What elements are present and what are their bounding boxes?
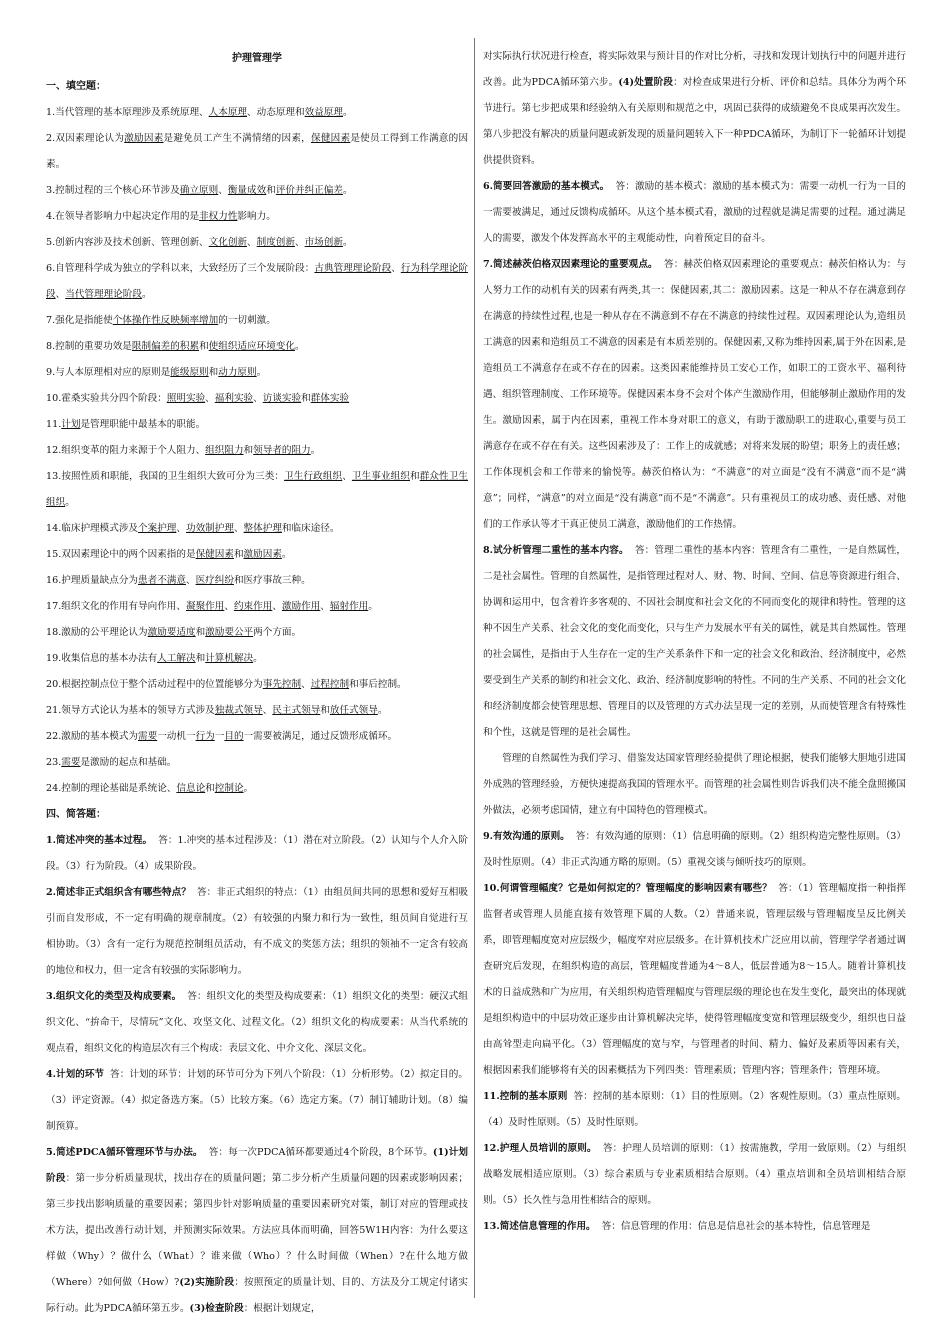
fill-answer: 卫生行政组织: [284, 471, 343, 482]
fill-answer: 过程控制: [310, 679, 350, 690]
qa-item: [46, 1062, 468, 1140]
section-short-answer-heading: 四、简答题：: [46, 809, 106, 820]
fill-text: 、: [262, 705, 273, 716]
fill-text: 。: [253, 653, 263, 664]
fill-text: 10.霍桑实验共分四个阶段：: [46, 393, 167, 404]
left-column: [46, 46, 468, 1322]
fill-answer: 效益原理: [304, 107, 343, 118]
column-divider: [474, 38, 475, 1298]
qa-item-8-paragraph: 管理的自然属性为我们学习、借鉴发达国家管理经验提供了理论根据，使我们能够大胆地引进国外成熟的管理经验，方便快速提高我国的管理水平。而管理的社会属性则告诉我们决不能全盘照搬国外做法，必须考虑国情，建立有中国特色的管理模式。: [483, 753, 906, 816]
doc-title: 护理管理学: [232, 53, 282, 64]
fill-answer: 信息论: [176, 783, 206, 794]
fill-answer: 人工解决: [157, 653, 196, 664]
fill-text: 23.: [46, 757, 62, 768]
fill-text: 和: [199, 341, 209, 352]
fill-answer: 人本原理: [208, 107, 248, 118]
qa-answer: 对实际执行状况进行检查，将实际效果与预计目的作对比分析，寻找和发现计划执行中的问题并进行改善。此为PDCA循环第六步。: [483, 51, 906, 88]
fill-text: 、: [185, 575, 196, 586]
qa-answer: 答：控制的基本原则：（1）目的性原则。（2）客观性原则。（3）重点性原则。（4）及时性原则。（5）及时性原则。: [483, 1091, 906, 1128]
qa-answer: 答：管理二重性的基本内容：管理含有二重性，一是自然属性，二是社会属性。管理的自然属性，是指管理过程对人、财、物、时间、空间、信息等资源进行组合、协调和运用中，包含着许多客观的、不因社会制度和社会文化的不同而变化的规律和特性。管理的这种不因生产关系、社会文化的变化而变化，只与生产力发展水平有关的属性，就是其自然属性。管理的社会属性，是指由于人生存在一定的生产关系条件下和一定的社会文化和政治、经济制度中，必然要受到生产关系的制约和社会文化、政治、经济制度影响的特性。不同的生产关系、不同的社会文化和经济制度都会使管理思想、管理目的以及管理的方式办法呈现一定的差别，从而使管理含有特殊性和个性，这就是管理的是社会属性。: [483, 545, 906, 738]
fill-in-list: [46, 100, 468, 802]
fill-answer: 激励要公平: [205, 627, 254, 638]
fill-answer: 医疗纠纷: [195, 575, 234, 586]
fill-text: 两个方面。: [253, 627, 302, 638]
fill-answer: 群众性卫生组织: [46, 471, 469, 508]
fill-text: 14.临床护理模式涉及: [46, 523, 139, 534]
fill-text: 、: [247, 237, 257, 248]
qa-question: 9.有效沟通的原则。: [483, 831, 570, 842]
fill-text: 是避免员工产生不满情绪的因素，: [163, 133, 311, 144]
fill-text: 。: [256, 367, 267, 378]
fill-text: 的一切刺激。: [218, 315, 276, 326]
fill-text: 。: [65, 497, 75, 508]
fill-text: 一: [214, 731, 225, 742]
fill-answer: 个体操作性反映频率增加: [112, 315, 219, 326]
fill-answer: 文化创新: [208, 237, 248, 248]
fill-text: 、: [218, 185, 228, 196]
fill-item: [46, 438, 468, 464]
qa-item: [483, 252, 906, 538]
fill-text: 和: [233, 549, 244, 560]
qa-question: 11.控制的基本原则: [483, 1091, 568, 1102]
qa-answer: ：按照预定的质量计划、目的、方法及分工规定付诸实际行动。此为PDCA循环第五步。: [46, 1277, 468, 1314]
qa-question: 13.简述信息管理的作用。: [483, 1221, 596, 1232]
fill-answer: 群体实验: [310, 393, 350, 404]
fill-text: 15.双因素理论中的两个因素指的是: [46, 549, 196, 560]
qa-answer: 答：有效沟通的原则：（1）信息明确的原则。（2）组织构造完整性原则。（3）及时性原则。（4）非正式沟通方略的原则。（5）重视交谈与倾听技巧的原则。: [483, 831, 907, 868]
pdca-stage-4: (4)处置阶段: [618, 77, 674, 88]
qa-question: 6.简要回答激励的基本模式。: [483, 181, 610, 192]
fill-answer: 事先控制: [262, 679, 302, 690]
pdca-stage-2: (2)实施阶段: [179, 1277, 235, 1288]
fill-text: 和: [243, 445, 254, 456]
fill-text: 24.控制的理论基础是系统论、: [46, 783, 177, 794]
fill-text: 、: [253, 393, 263, 404]
fill-item: [46, 542, 468, 568]
fill-text: 。: [141, 289, 152, 300]
fill-answer: 访谈实验: [262, 393, 302, 404]
qa-question: 10.何谓管理幅度？它是如何拟定的？管理幅度的影响因素有哪些？: [483, 883, 772, 894]
fill-text: 是管理职能中最基本的职能。: [80, 419, 206, 430]
qa-answer: 答：信息管理的作用：信息是信息社会的基本特性，信息管理是: [595, 1221, 871, 1232]
fill-item: [46, 464, 468, 516]
fill-text: 6.自管理科学成为独立的学科以来，大致经历了三个发展阶段：: [46, 263, 315, 274]
fill-text: 、: [272, 601, 282, 612]
fill-text: 。: [368, 601, 378, 612]
fill-text: 3.控制过程的三个核心环节涉及: [46, 185, 180, 196]
fill-text: 、: [301, 679, 311, 690]
qa-question: 3.组织文化的类型及构成要素。: [46, 991, 182, 1002]
fill-item: [46, 568, 468, 594]
fill-answer: 动力原则: [218, 367, 257, 378]
qa-question: 7.简述赫茨伯格双因素理论的重要观点。: [483, 259, 658, 270]
fill-text: 1.当代管理的基本原理涉及系统原理、: [46, 107, 209, 118]
qa-answer: 答：计划的环节：计划的环节可分为下列八个阶段：（1）分析形势。（2）拟定目的。（3）评定资源。（4）拟定备选方案。（5）比较方案。（6）选定方案。（7）制订辅助计划。（8）编制预算。: [46, 1069, 468, 1132]
fill-text: 、: [224, 601, 234, 612]
fill-answer: 激励要适度: [147, 627, 196, 638]
fill-text: 7.强化是指能使: [46, 315, 113, 326]
fill-answer: 古典管理理论阶段: [314, 263, 392, 274]
fill-text: 、: [342, 471, 352, 482]
fill-answer: 目的: [224, 731, 244, 742]
fill-text: 影响力。: [237, 211, 276, 222]
right-qa-list: [483, 174, 906, 746]
fill-answer: 个案护理: [138, 523, 177, 534]
fill-text: 和临床途径。: [281, 523, 340, 534]
fill-text: 2.双因素理论认为: [46, 133, 125, 144]
fill-answer: 行为科学理论阶段: [46, 263, 469, 300]
fill-item: [46, 308, 468, 334]
fill-item: [46, 776, 468, 802]
fill-answer: 激励作用: [281, 601, 321, 612]
fill-text: 、动态原理和: [247, 107, 305, 118]
fill-item: [46, 646, 468, 672]
fill-text: 。: [281, 549, 292, 560]
fill-answer: 评价并纠正偏差: [275, 185, 343, 196]
fill-answer: 计算机解决: [205, 653, 254, 664]
qa-question: 2.简述非正式组织含有哪些特点？: [46, 887, 191, 898]
fill-answer: 卫生事业组织: [351, 471, 410, 482]
fill-answer: 放任式领导: [329, 705, 378, 716]
fill-answer: 辐射作用: [329, 601, 369, 612]
fill-item: [46, 724, 468, 750]
fill-text: 。: [377, 705, 388, 716]
fill-answer: 制度创新: [256, 237, 295, 248]
qa-question: 8.试分析管理二重性的基本内容。: [483, 545, 629, 556]
fill-answer: 福利实验: [214, 393, 254, 404]
fill-text: 17.组织文化的作用有导向作用、: [46, 601, 186, 612]
qa-item-5: [46, 1140, 468, 1322]
fill-answer: 非权力性: [199, 211, 238, 222]
qa-question: 12.护理人员培训的原则。: [483, 1143, 597, 1154]
qa-question: 4.计划的环节: [46, 1069, 105, 1080]
fill-text: 和: [195, 653, 206, 664]
fill-text: 。: [342, 185, 353, 196]
fill-answer: 衡量成效: [227, 185, 267, 196]
fill-answer: 激励因素: [124, 133, 164, 144]
fill-text: 12.组织变革的阻力来源于个人阻力、: [46, 445, 206, 456]
fill-text: 。: [295, 341, 305, 352]
qa-item: [46, 984, 468, 1062]
qa-item: [46, 828, 468, 880]
fill-item: [46, 204, 468, 230]
fill-answer: 独裁式领导: [214, 705, 263, 716]
fill-item: [46, 620, 468, 646]
qa-answer: 答：护理人员培训的原则：（1）按需施教，学用一致原则。（2）与组织战略发展相适应原则。（3）综合素质与专业素质相结合原则。（4）重点培训和全员培训相结合原则。（5）长久性与急用性相结合的原则。: [483, 1143, 906, 1206]
fill-answer: 当代管理理论阶段: [65, 289, 142, 300]
qa-answer: 答：赫茨伯格双因素理论的重要观点：赫茨伯格认为：与人努力工作的动机有关的因素有两类,其一：保健因素,其二：激励因素。这是一种从不存在满意到存在满意的持续性过程,也是一种从存在不满意到不存在不满意的持续性过程。双因素理论认为,造组员工满意的因素和造组员工不满意的因素是有本质差别的。保健因素,又称为维持因素,属于外在因素,是造组员工不满意存在或不存在的因素。这类因素能维持员工安心工作，如职工的工资水平、福利待遇、组织管理制度、工作环境等。保健因素本身不会对个体产生激励作用，但能够制止激励作用的发生。激励因素，属于内在因素，重视工作本身对职工的意义，有助于激励职工的进取心,重要与员工满意存在或不存在有关。这些因素涉及了：工作上的成就感；对将来发展的盼望；职务上的责任感；工作体现机会和工作带来的愉悦等。赫茨伯格认为：“不满意”的对立面是“没有不满意”而不是“满意”；同样，“满意”的对立面是“没有满意”而不是“不满意”。只有重视员工的成功感、责任感、对他们的工作承认等才干真正使员工满意，激励他们的工作热情。: [483, 259, 907, 530]
fill-text: 、: [205, 393, 215, 404]
fill-text: 。: [342, 237, 353, 248]
qa-item: [483, 174, 906, 252]
qa-answer: 答：每一次PDCA循环都要通过4个阶段，8个环节。: [208, 1147, 433, 1158]
fill-item: [46, 594, 468, 620]
fill-text: 、: [320, 601, 330, 612]
fill-item: [46, 334, 468, 360]
fill-text: 和医疗事故三种。: [233, 575, 311, 586]
fill-text: 5.创新内容涉及技术创新、管理创新、: [46, 237, 209, 248]
fill-text: 8.控制的重要功效是: [46, 341, 132, 352]
qa-item: [483, 538, 906, 746]
fill-answer: 控制论: [214, 783, 244, 794]
fill-text: 、: [55, 289, 66, 300]
fill-text: 16.护理质量缺点分为: [46, 575, 139, 586]
left-qa-list: [46, 828, 468, 1140]
fill-text: 。: [310, 445, 321, 456]
qa-item-5-continued: [483, 44, 906, 174]
fill-answer: 需要: [138, 731, 158, 742]
right-column: [483, 44, 906, 1240]
fill-text: 和事后控制。: [349, 679, 407, 690]
fill-text: 18.激励的公平理论认为: [46, 627, 148, 638]
fill-text: 和: [266, 185, 276, 196]
fill-answer: 患者不满意: [138, 575, 186, 586]
qa-answer: 答：激励的基本模式：激励的基本模式为：需要一动机一行为一目的一需要被满足，通过反馈构成循环。从这个基本模式看，激励的过程就是满足需要的过程。通过满足人的需要，激发个体发挥高水平的主观能动性，向着预定目的奋斗。: [483, 181, 906, 244]
qa-answer-continued: ：根据计划规定，: [243, 1303, 321, 1314]
pdca-stage-3: (3)检查阶段: [189, 1303, 244, 1314]
section-fill-heading: 一、填空题：: [46, 81, 106, 92]
qa-answer: 答：组织文化的类型及构成要素：（1）组织文化的类型：硬汉式组织文化、“拚命干，尽情玩”文化、攻坚文化、过程文化。（2）组织文化的构成要素：从当代系统的观点看，组织文化的构造层次有三个构成：表层文化、中介文化、深层文化。: [46, 991, 469, 1054]
fill-answer: 行为: [195, 731, 215, 742]
fill-text: 、: [391, 263, 401, 274]
fill-item: [46, 516, 468, 542]
fill-item: [46, 126, 468, 178]
fill-item: [46, 698, 468, 724]
fill-text: 和: [195, 627, 206, 638]
fill-answer: 保健因素: [195, 549, 234, 560]
fill-text: 一需要被满足，通过反馈形成循环。: [243, 731, 398, 742]
fill-text: 20.根据控制点位于整个活动过程中的位置能够分为: [46, 679, 263, 690]
fill-text: 和: [301, 393, 311, 404]
fill-answer: 市场创新: [304, 237, 343, 248]
fill-item: [46, 178, 468, 204]
fill-text: 是使员工得到工作满意的因素。: [46, 133, 469, 170]
fill-text: 和: [320, 705, 330, 716]
fill-answer: 约束作用: [233, 601, 273, 612]
fill-text: 是激励的起点和基础。: [80, 757, 177, 768]
fill-text: 13.按照性质和职能，我国的卫生组织大致可分为三类：: [46, 471, 285, 482]
qa-answer: ：第一步分析质量现状，找出存在的质量问题；第二步分析产生质量问题的因素或影响因素；第三步找出影响质量的重要因素；第四步针对影响质量的重要因素研究对策，制订对应的管理或技术方法，提出改善行动计划，并预测实际效果。方法应具体而明确，回答5W1H内容：为什么要这样做（Why）？做什么（What）？谁来做（Who）？什么时间做（When）?在什么地方做（Where）?如何做（How）?: [46, 1173, 469, 1288]
fill-answer: 凝聚作用: [185, 601, 225, 612]
qa-item: [483, 1084, 906, 1136]
fill-text: 19.收集信息的基本办法有: [46, 653, 158, 664]
fill-text: 。: [243, 783, 254, 794]
fill-answer: 照明实验: [166, 393, 206, 404]
fill-text: 22.激励的基本模式为: [46, 731, 139, 742]
fill-item: [46, 100, 468, 126]
fill-text: 4.在领导者影响力中起决定作用的是: [46, 211, 200, 222]
fill-item: [46, 256, 468, 308]
fill-answer: 使组织适应环境变化: [208, 341, 295, 352]
fill-answer: 组织阻力: [205, 445, 244, 456]
fill-text: 11.: [46, 419, 62, 430]
fill-answer: 计划: [61, 419, 81, 430]
fill-text: 9.与人本原理相对应的原则是: [46, 367, 171, 378]
pdca-stage-1: (1)计划阶段: [46, 1147, 468, 1184]
fill-item: [46, 750, 468, 776]
qa-answer: 答：非正式组织的特点：（1）由组员间共同的思想和爱好互相吸引而自发形成，不一定有明确的规章制度。（2）有较强的内聚力和行为一致性，组员间自觉进行互相协助。（3）含有一定行为规范控制组员活动，有不成文的奖惩方法；组织的领袖不一定含有较高的地位和权力，但一定含有较强的实际影响力。: [46, 887, 468, 976]
fill-text: 21.领导方式论认为基本的领导方式涉及: [46, 705, 215, 716]
fill-answer: 需要: [61, 757, 81, 768]
fill-item: [46, 230, 468, 256]
fill-text: 、: [233, 523, 244, 534]
fill-item: [46, 412, 468, 438]
qa-item: [483, 1136, 906, 1214]
fill-item: [46, 672, 468, 698]
fill-item: [46, 386, 468, 412]
fill-item: [46, 360, 468, 386]
fill-answer: 激励因素: [243, 549, 282, 560]
fill-answer: 整体护理: [243, 523, 282, 534]
fill-text: 、: [295, 237, 305, 248]
qa-answer: 答：（1）管理幅度指一种指挥监督者或管理人员能直接有效管理下属的人数。（2）普通来说，管理层级与管理幅度呈反比例关系，即管理幅度宽对应层级少，幅度窄对应层级多。在计算机技术广泛应用以前，管理学学者通过调查研究后发现，在组织构造的高层，管理幅度普通为4～8人，低层普通为8～15人。随着计算机技术的日益成熟和广为应用，有关组织构造管理幅度与管理层级的理论也在发生变化，最突出的体现就是组织构造中的中层功效正逐步由计算机解决完毕，使得管理幅度变宽和管理层级变少，组织也日益由高耸型走向扁平化。（3）管理幅度的宽与窄，与管理者的时间、精力、偏好及素质等因素有关，根据因素我们能够将有关的因素概括为下列四类：管理素质；管理内容；管理条件；管理环境。: [483, 883, 906, 1076]
right-qa-list-2: [483, 824, 906, 1240]
qa-item: [483, 824, 906, 876]
qa-question: 1.简述冲突的基本过程。: [46, 835, 153, 846]
fill-answer: 能级原则: [170, 367, 209, 378]
qa-item: [46, 880, 468, 984]
qa-item: [483, 876, 906, 1084]
fill-text: 、: [176, 523, 186, 534]
fill-text: 和: [208, 367, 219, 378]
qa-answer: 答：1.冲突的基本过程涉及：（1）潜在对立阶段。（2）认知与个人介入阶段。（3）行为阶段。（4）成果阶段。: [46, 835, 469, 872]
fill-answer: 限制偏差的积累: [131, 341, 200, 352]
fill-text: 一动机一: [157, 731, 196, 742]
fill-text: 和: [410, 471, 420, 482]
qa-question: 5.简述PDCA循环管理环节与办法。: [46, 1147, 203, 1158]
fill-text: 和: [205, 783, 215, 794]
qa-item: [483, 1214, 906, 1240]
fill-answer: 确立原则: [179, 185, 219, 196]
fill-text: 。: [342, 107, 353, 118]
fill-answer: 领导者的阻力: [253, 445, 311, 456]
fill-answer: 民主式领导: [272, 705, 321, 716]
qa-answer: ：对检查成果进行分析、评价和总结。具体分为两个环节进行。第七步把成果和经验纳入有关原则和规范之中，巩固已获得的成绩避免不良成果再次发生。第八步把没有解决的质量问题或新发现的质量问题转入下一种PDCA循环，为制订下一轮循环计划提供提供资料。: [483, 77, 906, 166]
fill-answer: 保健因素: [310, 133, 351, 144]
fill-answer: 功效制护理: [185, 523, 234, 534]
